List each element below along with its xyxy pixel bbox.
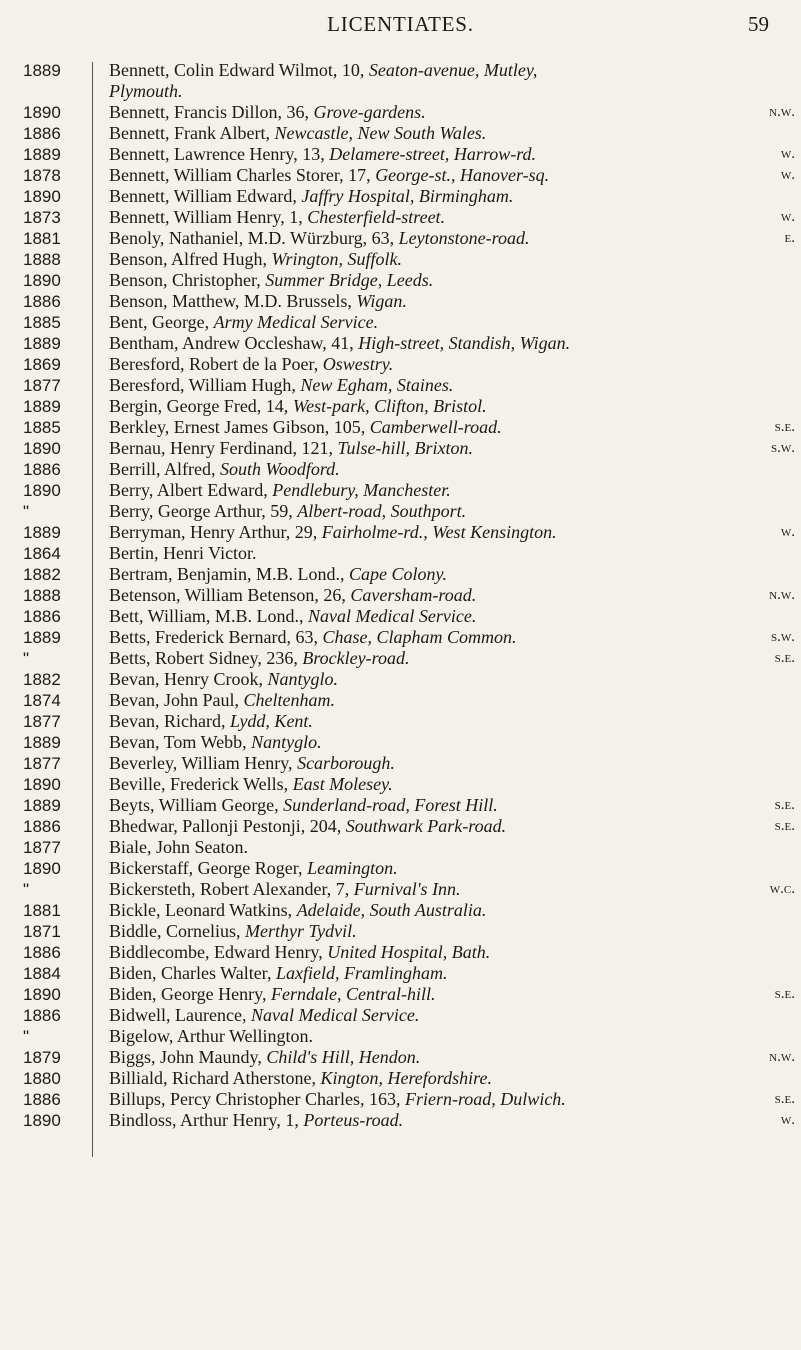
entry-address: Southwark Park-road. bbox=[345, 816, 507, 836]
list-item bbox=[0, 1068, 801, 1089]
entry-address: United Hospital, Bath. bbox=[327, 942, 491, 962]
entry-address: Fairholme-rd., West Kensington. bbox=[321, 522, 557, 542]
entry-name: Berry, Albert Edward, bbox=[109, 480, 273, 500]
entry-name: Beresford, Robert de la Poer, bbox=[109, 354, 323, 374]
entry-address: South Woodford. bbox=[219, 459, 340, 479]
list-item bbox=[0, 480, 801, 501]
list-item bbox=[0, 627, 801, 648]
entry-year: 1890 bbox=[23, 439, 61, 458]
entry-year: 1884 bbox=[23, 964, 61, 983]
entry-year: 1890 bbox=[23, 103, 61, 122]
entry-name: Bidwell, Laurence, bbox=[109, 1005, 251, 1025]
list-item bbox=[0, 837, 801, 858]
entry-address: Newcastle, New South Wales. bbox=[274, 123, 487, 143]
list-item bbox=[0, 102, 801, 123]
entry-text bbox=[92, 627, 801, 648]
list-item bbox=[0, 375, 801, 396]
entry-name: Billups, Percy Christopher Charles, 163, bbox=[109, 1089, 405, 1109]
entry-year: 1886 bbox=[23, 607, 61, 626]
list-item bbox=[0, 564, 801, 585]
entry-year: 1886 bbox=[23, 1006, 61, 1025]
entry-year: 1880 bbox=[23, 1069, 61, 1088]
list-item bbox=[0, 585, 801, 606]
entry-address: Pendlebury, Manchester. bbox=[272, 480, 451, 500]
entry-address: New Egham, Staines. bbox=[300, 375, 454, 395]
entry-address: Oswestry. bbox=[322, 354, 394, 374]
list-item bbox=[0, 396, 801, 417]
entry-name: Bennett, William Charles Storer, 17, bbox=[109, 165, 376, 185]
entry-text bbox=[92, 1026, 801, 1047]
entry-year: 1890 bbox=[23, 271, 61, 290]
list-item bbox=[0, 963, 801, 984]
entry-name: Berrill, Alfred, bbox=[109, 459, 220, 479]
entry-name: Biden, George Henry, bbox=[109, 984, 271, 1004]
entry-address: Ferndale, Central-hill. bbox=[270, 984, 436, 1004]
list-item bbox=[0, 942, 801, 963]
entry-text bbox=[92, 1068, 801, 1089]
entry-text bbox=[92, 858, 801, 879]
list-item bbox=[0, 291, 801, 312]
entry-name: Billiald, Richard Atherstone, bbox=[109, 1068, 321, 1088]
entry-year: 1889 bbox=[23, 145, 61, 164]
entry-name: Biggs, John Maundy, bbox=[109, 1047, 267, 1067]
entry-year: " bbox=[23, 880, 30, 899]
entry-name: Bhedwar, Pallonji Pestonji, 204, bbox=[109, 816, 346, 836]
entry-address: Nantyglo. bbox=[251, 732, 322, 752]
list-item bbox=[0, 333, 801, 354]
entry-address: Naval Medical Service. bbox=[307, 606, 477, 626]
entry-text bbox=[92, 186, 801, 207]
entry-name: Betenson, William Betenson, 26, bbox=[109, 585, 351, 605]
entry-address: George-st., Hanover-sq. bbox=[375, 165, 550, 185]
entry-postal-district: s.e. bbox=[774, 1091, 795, 1107]
entry-address: Albert-road, Southport. bbox=[297, 501, 467, 521]
list-item bbox=[0, 543, 801, 564]
entry-name: Bennett, Colin Edward Wilmot, 10, bbox=[109, 60, 369, 80]
entry-name: Berry, George Arthur, 59, bbox=[109, 501, 298, 521]
list-item bbox=[0, 795, 801, 816]
list-item bbox=[0, 270, 801, 291]
entry-text bbox=[92, 984, 801, 1005]
entry-name: Bindloss, Arthur Henry, 1, bbox=[109, 1110, 304, 1130]
entry-year: 1888 bbox=[23, 250, 61, 269]
entry-address: Camberwell-road. bbox=[369, 417, 502, 437]
entry-address: Lydd, Kent. bbox=[229, 711, 313, 731]
entry-address: Furnival's Inn. bbox=[353, 879, 461, 899]
entry-address: Grove-gardens. bbox=[313, 102, 426, 122]
entry-name: Bevan, Richard, bbox=[109, 711, 230, 731]
list-item bbox=[0, 417, 801, 438]
entry-address: Child's Hill, Hendon. bbox=[266, 1047, 421, 1067]
entry-text bbox=[92, 354, 801, 375]
list-item bbox=[0, 774, 801, 795]
entry-text bbox=[92, 438, 801, 459]
entry-year: 1882 bbox=[23, 565, 61, 584]
entry-name: Bentham, Andrew Occleshaw, 41, bbox=[109, 333, 359, 353]
entry-name: Bennett, Francis Dillon, 36, bbox=[109, 102, 314, 122]
entry-name: Berryman, Henry Arthur, 29, bbox=[109, 522, 322, 542]
entry-name: Bennett, William Henry, 1, bbox=[109, 207, 308, 227]
list-item bbox=[0, 144, 801, 165]
list-item bbox=[0, 711, 801, 732]
list-item bbox=[0, 858, 801, 879]
list-item bbox=[0, 648, 801, 669]
entry-year: 1873 bbox=[23, 208, 61, 227]
licentiates-list bbox=[0, 60, 801, 1131]
entry-year: 1879 bbox=[23, 1048, 61, 1067]
entry-text bbox=[92, 291, 801, 312]
entry-year: 1888 bbox=[23, 586, 61, 605]
entry-text bbox=[92, 879, 801, 900]
list-item bbox=[0, 1089, 801, 1110]
entry-text bbox=[92, 522, 801, 543]
entry-year: 1890 bbox=[23, 481, 61, 500]
entry-address: Tulse-hill, Brixton. bbox=[337, 438, 473, 458]
entry-text bbox=[92, 669, 801, 690]
entry-name: Bickerstaff, George Roger, bbox=[109, 858, 308, 878]
entry-text bbox=[92, 249, 801, 270]
entry-address: Caversham-road. bbox=[350, 585, 477, 605]
entry-year: 1886 bbox=[23, 460, 61, 479]
entry-text bbox=[92, 501, 801, 522]
entry-text bbox=[92, 459, 801, 480]
entry-postal-district: w. bbox=[780, 524, 795, 540]
entry-address: High-street, Standish, Wigan. bbox=[358, 333, 571, 353]
entry-text bbox=[92, 648, 801, 669]
list-item bbox=[0, 501, 801, 522]
entry-name: Benson, Christopher, bbox=[109, 270, 266, 290]
entry-address: Laxfield, Framlingham. bbox=[275, 963, 448, 983]
entry-name: Berkley, Ernest James Gibson, 105, bbox=[109, 417, 370, 437]
entry-text bbox=[92, 564, 801, 585]
entry-name: Betts, Frederick Bernard, 63, bbox=[109, 627, 323, 647]
entry-address: Seaton-avenue, Mutley, bbox=[368, 60, 538, 80]
entry-address: Porteus-road. bbox=[303, 1110, 404, 1130]
entry-year: " bbox=[23, 1027, 30, 1046]
entry-postal-district: s.e. bbox=[774, 650, 795, 666]
entry-postal-district: s.w. bbox=[771, 440, 795, 456]
entry-name: Beville, Frederick Wells, bbox=[109, 774, 293, 794]
entry-year: 1886 bbox=[23, 943, 61, 962]
entry-year: 1871 bbox=[23, 922, 61, 941]
entry-text bbox=[92, 207, 801, 228]
list-item bbox=[0, 1110, 801, 1131]
entry-text bbox=[92, 480, 801, 501]
entry-year: 1877 bbox=[23, 376, 61, 395]
entry-year: 1886 bbox=[23, 817, 61, 836]
entry-address: Delamere-street, Harrow-rd. bbox=[329, 144, 537, 164]
entry-year: " bbox=[23, 649, 30, 668]
entry-name: Betts, Robert Sidney, 236, bbox=[109, 648, 303, 668]
entry-text bbox=[92, 606, 801, 627]
entry-address: Army Medical Service. bbox=[213, 312, 379, 332]
entry-name: Bennett, Lawrence Henry, 13, bbox=[109, 144, 330, 164]
entry-year: 1877 bbox=[23, 838, 61, 857]
entry-name: Benson, Matthew, M.D. Brussels, bbox=[109, 291, 357, 311]
entry-name: Beyts, William George, bbox=[109, 795, 284, 815]
entry-address: Naval Medical Service. bbox=[250, 1005, 420, 1025]
list-item bbox=[0, 900, 801, 921]
entry-year: 1889 bbox=[23, 61, 61, 80]
entry-text bbox=[92, 144, 801, 165]
entry-year: 1889 bbox=[23, 334, 61, 353]
entry-name: Biale, John Seaton. bbox=[109, 837, 248, 857]
entry-postal-district: w. bbox=[780, 167, 795, 183]
list-item bbox=[0, 1026, 801, 1047]
entry-name: Benson, Alfred Hugh, bbox=[109, 249, 272, 269]
page-number: 59 bbox=[748, 12, 769, 36]
entry-text bbox=[92, 795, 801, 816]
entry-name: Bickersteth, Robert Alexander, 7, bbox=[109, 879, 354, 899]
entry-year: 1878 bbox=[23, 166, 61, 185]
entry-address: Nantyglo. bbox=[267, 669, 338, 689]
entry-address: Merthyr Tydvil. bbox=[245, 921, 357, 941]
entry-address: Brockley-road. bbox=[302, 648, 410, 668]
entry-text bbox=[92, 585, 801, 606]
entry-name: Beverley, William Henry, bbox=[109, 753, 298, 773]
list-item bbox=[0, 522, 801, 543]
entry-year: 1889 bbox=[23, 733, 61, 752]
entry-address: Chesterfield-street. bbox=[307, 207, 446, 227]
entry-address: East Molesey. bbox=[292, 774, 393, 794]
entry-year: 1890 bbox=[23, 1111, 61, 1130]
entry-text bbox=[92, 1089, 801, 1110]
entry-address: Cheltenham. bbox=[243, 690, 335, 710]
entry-name: Bett, William, M.B. Lond., bbox=[109, 606, 308, 626]
entry-name: Bevan, Tom Webb, bbox=[109, 732, 252, 752]
entry-address-continued: Plymouth. bbox=[109, 81, 183, 101]
entry-text bbox=[92, 102, 801, 123]
entry-text bbox=[92, 774, 801, 795]
entry-name: Bennett, Frank Albert, bbox=[109, 123, 275, 143]
entry-text bbox=[92, 543, 801, 564]
entry-address: Wigan. bbox=[356, 291, 407, 311]
entry-text bbox=[92, 312, 801, 333]
entry-year: 1874 bbox=[23, 691, 61, 710]
entry-name: Bevan, John Paul, bbox=[109, 690, 244, 710]
entry-address: West-park, Clifton, Bristol. bbox=[292, 396, 487, 416]
entry-text bbox=[92, 711, 801, 732]
entry-year: 1890 bbox=[23, 985, 61, 1004]
list-item bbox=[0, 1047, 801, 1068]
entry-postal-district: n.w. bbox=[769, 1049, 795, 1065]
entry-text bbox=[92, 1047, 801, 1068]
list-item bbox=[0, 606, 801, 627]
entry-text bbox=[92, 375, 801, 396]
list-item bbox=[0, 879, 801, 900]
entry-year: 1889 bbox=[23, 628, 61, 647]
entry-year: 1881 bbox=[23, 901, 61, 920]
entry-text bbox=[92, 837, 801, 858]
entry-postal-district: s.w. bbox=[771, 629, 795, 645]
entry-postal-district: w. bbox=[780, 146, 795, 162]
entry-address: Chase, Clapham Common. bbox=[322, 627, 517, 647]
entry-address: Leytonstone-road. bbox=[398, 228, 530, 248]
entry-text bbox=[92, 165, 801, 186]
entry-postal-district: n.w. bbox=[769, 587, 795, 603]
entry-year: 1886 bbox=[23, 1090, 61, 1109]
entry-year: 1885 bbox=[23, 313, 61, 332]
entry-postal-district: s.e. bbox=[774, 986, 795, 1002]
list-item bbox=[0, 249, 801, 270]
entry-year: 1877 bbox=[23, 754, 61, 773]
entry-name: Bergin, George Fred, 14, bbox=[109, 396, 293, 416]
list-item bbox=[0, 207, 801, 228]
entry-name: Bertin, Henri Victor. bbox=[109, 543, 257, 563]
entry-year: 1890 bbox=[23, 187, 61, 206]
entry-postal-district: n.w. bbox=[769, 104, 795, 120]
list-item bbox=[0, 228, 801, 249]
entry-name: Bigelow, Arthur Wellington. bbox=[109, 1026, 314, 1046]
entry-address: Kington, Herefordshire. bbox=[320, 1068, 492, 1088]
list-item bbox=[0, 1005, 801, 1026]
entry-year: 1886 bbox=[23, 124, 61, 143]
entry-year: 1877 bbox=[23, 712, 61, 731]
entry-text bbox=[92, 690, 801, 711]
entry-name: Beresford, William Hugh, bbox=[109, 375, 301, 395]
entry-text bbox=[92, 921, 801, 942]
list-item bbox=[0, 438, 801, 459]
entry-text bbox=[92, 123, 801, 144]
entry-address: Scarborough. bbox=[297, 753, 395, 773]
entry-text bbox=[92, 228, 801, 249]
entry-name: Benoly, Nathaniel, M.D. Würzburg, 63, bbox=[109, 228, 399, 248]
entry-year: " bbox=[23, 502, 30, 521]
list-item bbox=[0, 186, 801, 207]
entry-year: 1889 bbox=[23, 523, 61, 542]
entry-text bbox=[92, 1005, 801, 1026]
entry-text bbox=[92, 816, 801, 837]
entry-postal-district: s.e. bbox=[774, 797, 795, 813]
list-item bbox=[0, 753, 801, 774]
entry-address: Cape Colony. bbox=[348, 564, 447, 584]
entry-postal-district: w. bbox=[780, 1112, 795, 1128]
entry-text bbox=[92, 270, 801, 291]
list-item bbox=[0, 354, 801, 375]
entry-name: Bickle, Leonard Watkins, bbox=[109, 900, 297, 920]
entry-year: 1882 bbox=[23, 670, 61, 689]
entry-text bbox=[92, 900, 801, 921]
entry-postal-district: w.c. bbox=[769, 881, 795, 897]
entry-year: 1890 bbox=[23, 859, 61, 878]
entry-name: Biden, Charles Walter, bbox=[109, 963, 276, 983]
entry-name: Biddlecombe, Edward Henry, bbox=[109, 942, 328, 962]
entry-text bbox=[92, 333, 801, 354]
entry-year: 1889 bbox=[23, 397, 61, 416]
entry-address: Leamington. bbox=[307, 858, 398, 878]
list-item bbox=[0, 165, 801, 186]
entry-postal-district: s.e. bbox=[774, 818, 795, 834]
entry-text bbox=[92, 396, 801, 417]
entry-year: 1864 bbox=[23, 544, 61, 563]
running-title: LICENTIATES. bbox=[327, 12, 474, 36]
entry-name: Bevan, Henry Crook, bbox=[109, 669, 268, 689]
entry-year: 1886 bbox=[23, 292, 61, 311]
entry-address: Adelaide, South Australia. bbox=[296, 900, 487, 920]
entry-postal-district: s.e. bbox=[774, 419, 795, 435]
list-item bbox=[0, 984, 801, 1005]
entry-text bbox=[92, 60, 801, 102]
page-header bbox=[0, 8, 801, 44]
entry-text bbox=[92, 942, 801, 963]
list-item bbox=[0, 669, 801, 690]
entry-address: Wrington, Suffolk. bbox=[271, 249, 402, 269]
entry-address: Friern-road, Dulwich. bbox=[404, 1089, 566, 1109]
list-item bbox=[0, 921, 801, 942]
entry-text bbox=[92, 753, 801, 774]
entry-text bbox=[92, 1110, 801, 1131]
entry-text bbox=[92, 963, 801, 984]
entry-postal-district: e. bbox=[784, 230, 795, 246]
entry-year: 1890 bbox=[23, 775, 61, 794]
entry-year: 1881 bbox=[23, 229, 61, 248]
entry-text bbox=[92, 417, 801, 438]
list-item bbox=[0, 123, 801, 144]
entry-year: 1869 bbox=[23, 355, 61, 374]
list-item bbox=[0, 60, 801, 102]
list-item bbox=[0, 732, 801, 753]
list-item bbox=[0, 459, 801, 480]
list-item bbox=[0, 816, 801, 837]
entry-year: 1889 bbox=[23, 796, 61, 815]
entry-name: Bertram, Benjamin, M.B. Lond., bbox=[109, 564, 349, 584]
list-item bbox=[0, 312, 801, 333]
entry-year: 1885 bbox=[23, 418, 61, 437]
entry-postal-district: w. bbox=[780, 209, 795, 225]
entry-name: Biddle, Cornelius, bbox=[109, 921, 245, 941]
list-item bbox=[0, 690, 801, 711]
entry-address: Sunderland-road, Forest Hill. bbox=[283, 795, 498, 815]
entry-name: Bennett, William Edward, bbox=[109, 186, 302, 206]
entry-name: Bent, George, bbox=[109, 312, 214, 332]
entry-text bbox=[92, 732, 801, 753]
entry-address: Jaffry Hospital, Birmingham. bbox=[301, 186, 514, 206]
entry-name: Bernau, Henry Ferdinand, 121, bbox=[109, 438, 338, 458]
entry-address: Summer Bridge, Leeds. bbox=[265, 270, 434, 290]
